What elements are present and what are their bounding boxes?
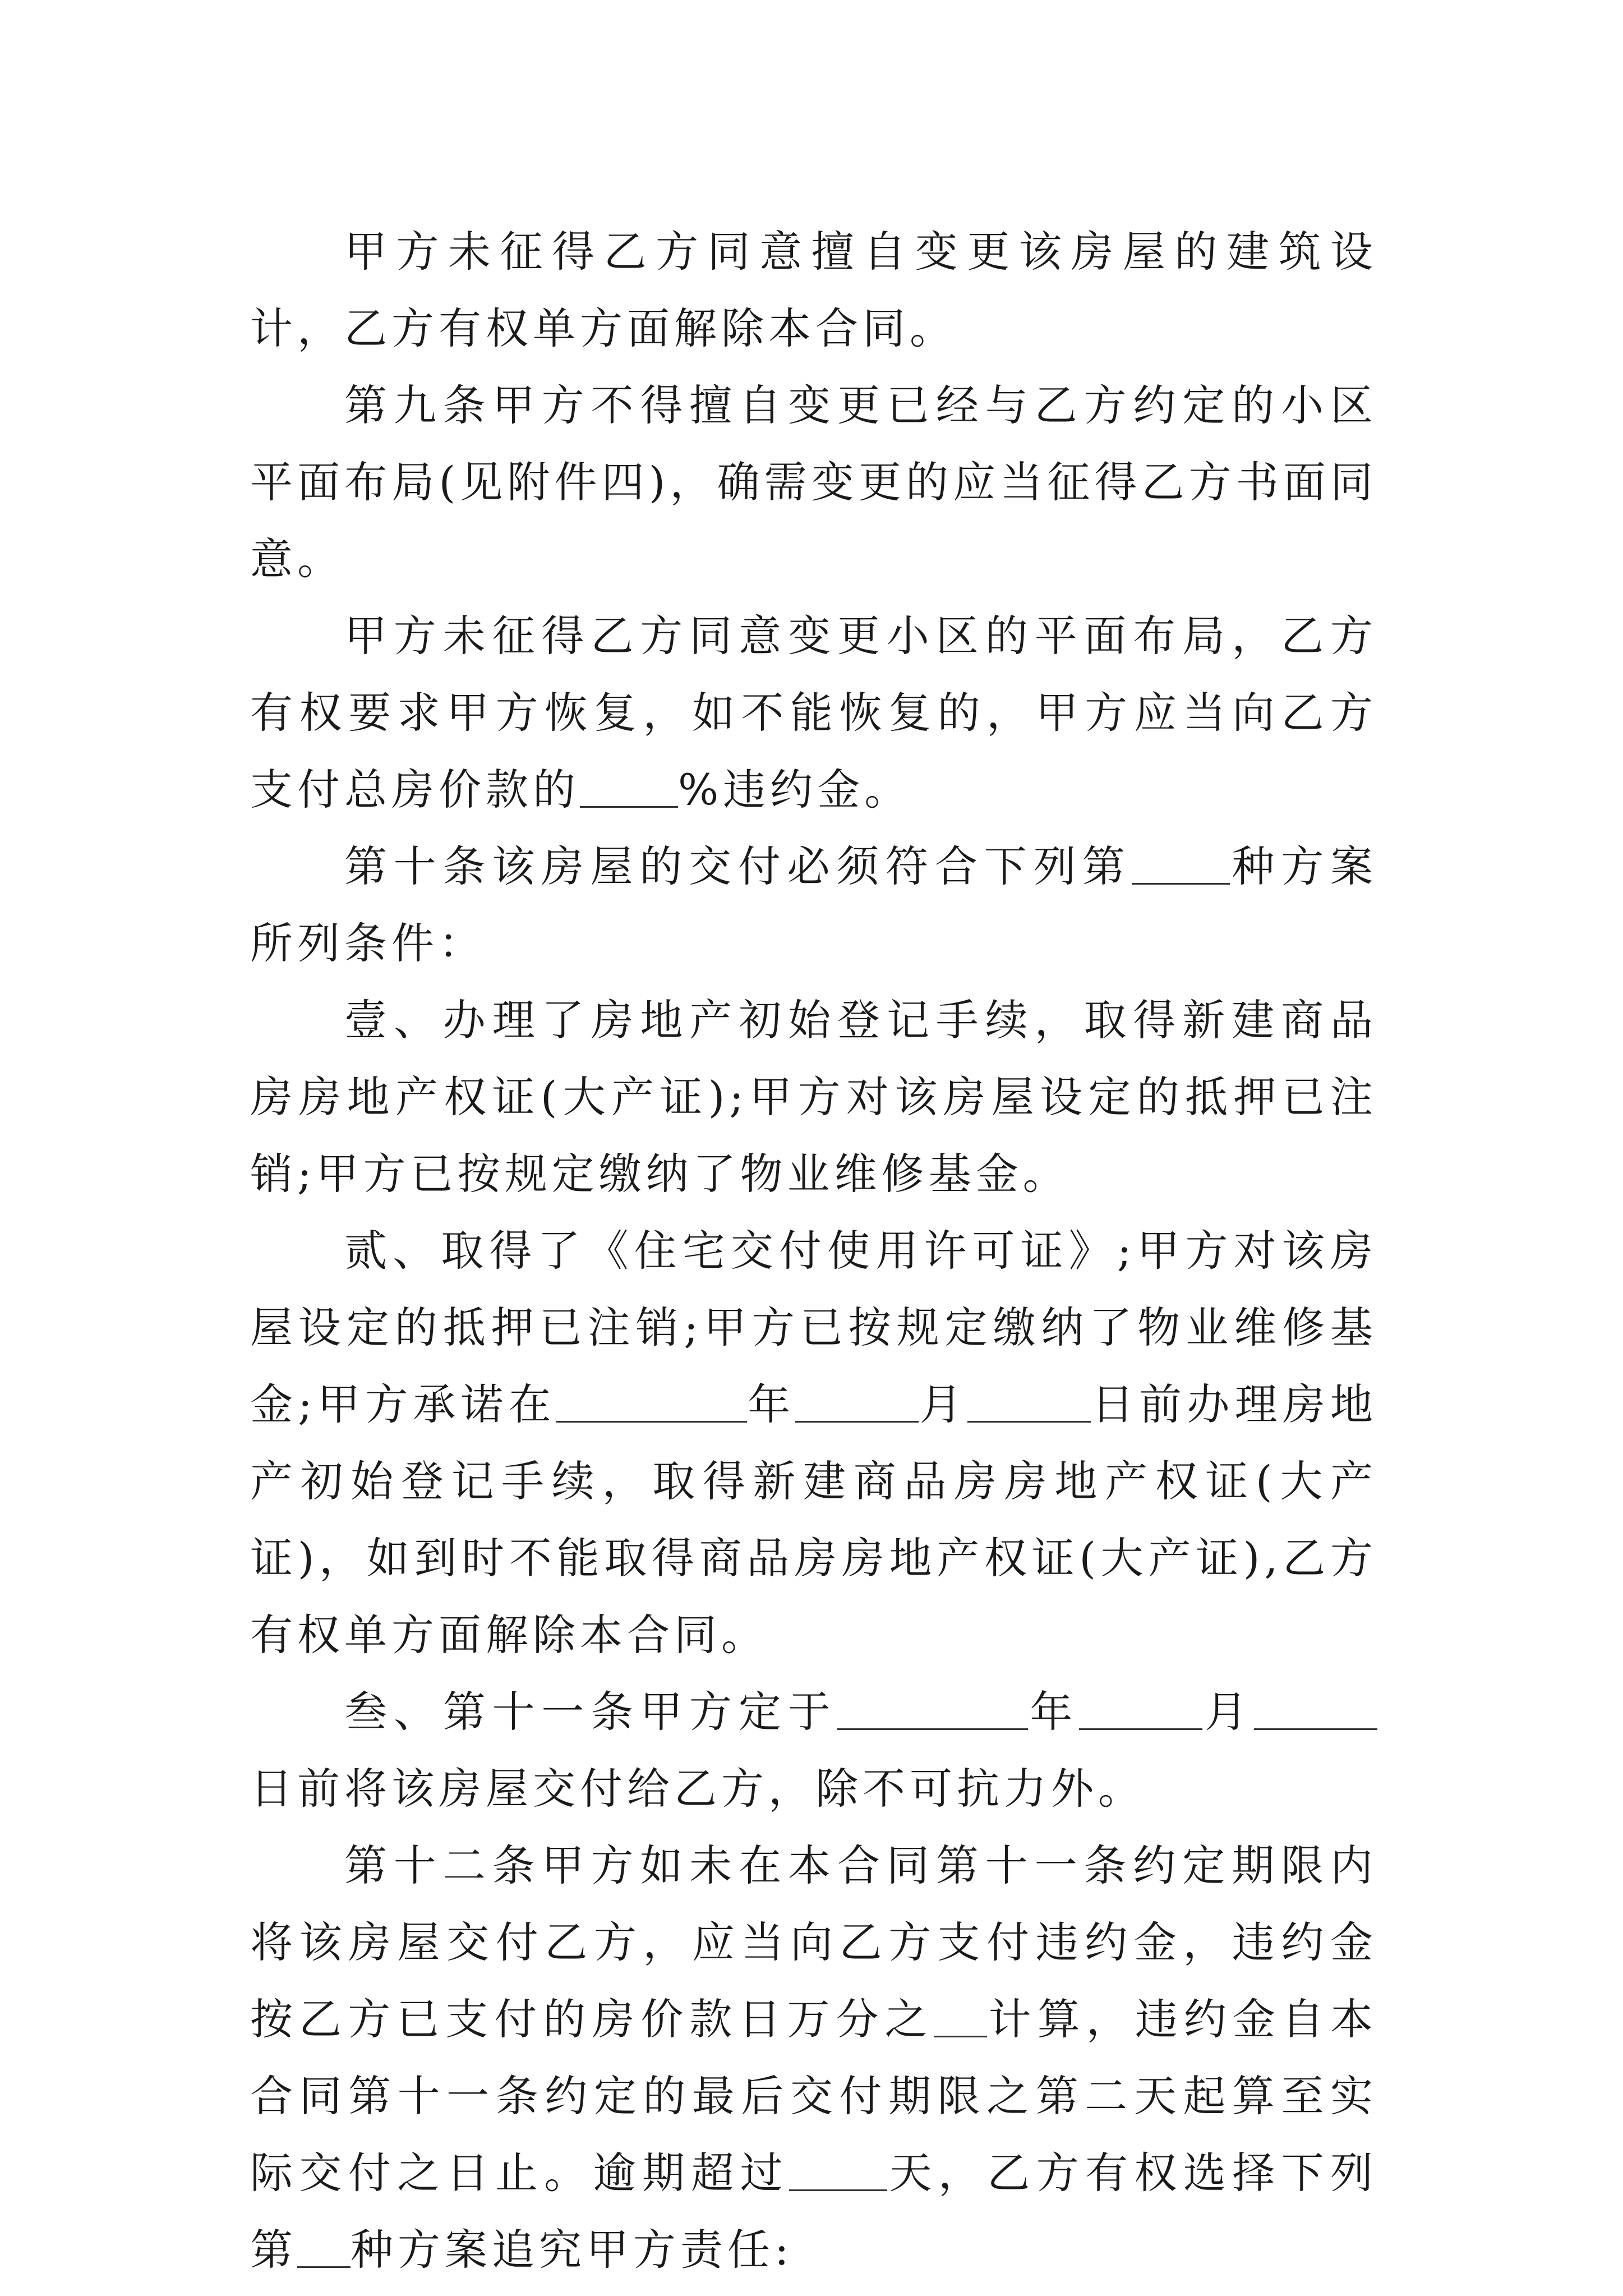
fill-blank-remedy-scheme xyxy=(297,2227,351,2268)
paragraph-text: 第十二条甲方如未在本合同第十一条约定期限内将该房屋交付乙方，应当向乙方支付违约金，违约金按乙方已支付的房价款日万分之 xyxy=(250,1841,1377,2044)
paragraph-article-9 xyxy=(250,367,1377,597)
paragraph-text: 计算，违约金自本合同第十一条约定的最后交付期限之第二天起算至实际交付之日止。逾期超过 xyxy=(250,1994,1378,2198)
fill-blank-year xyxy=(556,1382,747,1423)
fill-blank-days xyxy=(789,2150,887,2191)
fill-blank-delivery-day xyxy=(1254,1689,1377,1730)
paragraph-text: 种方案所列条件： xyxy=(250,841,1378,968)
paragraph-text: 月 xyxy=(1202,1687,1255,1737)
paragraph-option-1 xyxy=(250,982,1377,1212)
contract-body xyxy=(250,213,1377,2288)
paragraph-text: 贰、取得了《住宅交付使用许可证》;甲方对该房屋设定的抵押已注销;甲方已按规定缴纳了物业维修基金;甲方承诺在 xyxy=(250,1226,1377,1429)
paragraph-text: 叁、第十一条甲方定于 xyxy=(344,1687,837,1737)
paragraph-text: 天，乙方有权选择下列第 xyxy=(250,2148,1378,2275)
paragraph-article-12 xyxy=(250,1827,1377,2288)
paragraph-text: 壹、办理了房地产初始登记手续，取得新建商品房房地产权证(大产证);甲方对该房屋设定的抵押已注销;甲方已按规定缴纳了物业维修基金。 xyxy=(250,995,1377,1199)
fill-blank-scheme-number xyxy=(1132,844,1230,885)
paragraph-text: 甲方未征得乙方同意变更小区的平面布局，乙方有权要求甲方恢复，如不能恢复的，甲方应当向乙方支付总房价款的 xyxy=(250,611,1377,815)
paragraph-text: 种方案追究甲方责任: xyxy=(351,2225,794,2275)
fill-blank-day xyxy=(967,1382,1091,1423)
paragraph-layout-penalty xyxy=(250,597,1377,828)
paragraph-text: 年 xyxy=(1027,1687,1080,1737)
paragraph-text: 甲方未征得乙方同意擅自变更该房屋的建筑设计，乙方有权单方面解除本合同。 xyxy=(250,227,1377,353)
paragraph-option-2 xyxy=(250,1212,1377,1673)
paragraph-text: 月 xyxy=(919,1379,967,1429)
paragraph-text: 第九条甲方不得擅自变更已经与乙方约定的小区平面布局(见附件四)，确需变更的应当征得乙方书面同意。 xyxy=(250,380,1377,584)
fill-blank-rate xyxy=(934,1996,987,2037)
paragraph-option-3-article-11 xyxy=(250,1673,1377,1827)
paragraph-text: %违约金。 xyxy=(678,765,912,815)
fill-blank-delivery-month xyxy=(1079,1689,1202,1730)
fill-blank-delivery-year xyxy=(837,1689,1028,1730)
paragraph-text: 第十条该房屋的交付必须符合下列第 xyxy=(344,841,1132,891)
paragraph-text: 日前办理房地产初始登记手续，取得新建商品房房地产权证(大产证)，如到时不能取得商品房房地产权证(大产证),乙方有权单方面解除本合同。 xyxy=(250,1379,1378,1660)
paragraph-design-change xyxy=(250,213,1377,367)
fill-blank-month xyxy=(795,1382,919,1423)
paragraph-text: 日前将该房屋交付给乙方，除不可抗力外。 xyxy=(250,1764,1145,1814)
paragraph-article-10 xyxy=(250,828,1377,982)
paragraph-text: 年 xyxy=(747,1379,796,1429)
fill-blank-penalty-percent xyxy=(580,767,678,808)
